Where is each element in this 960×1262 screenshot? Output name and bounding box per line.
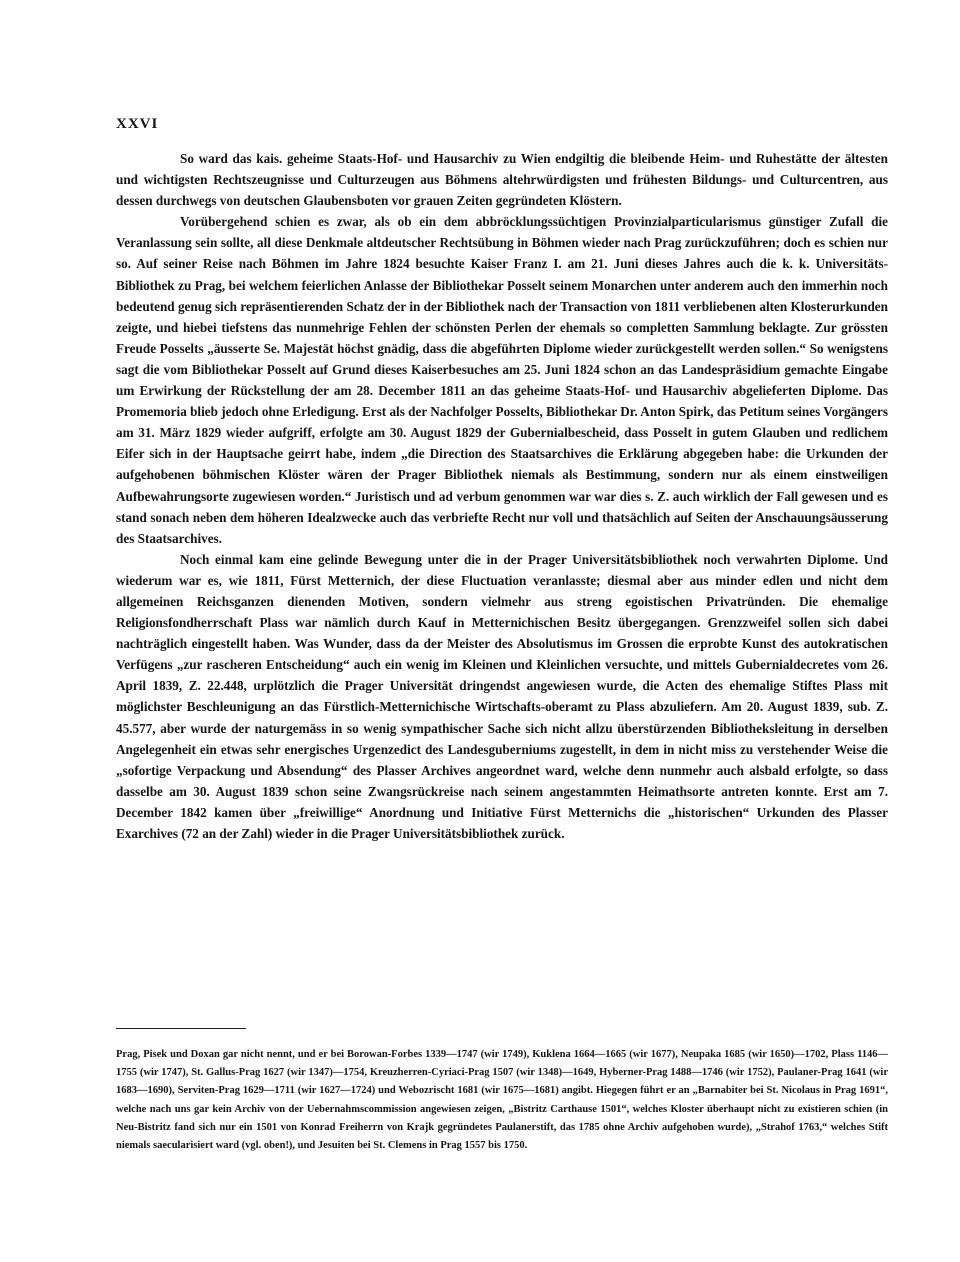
paragraph-2: Vorübergehend schien es zwar, als ob ein dem abbröcklungssüchtigen Provinzialparticularismus günstiger Zufall die Veranlassung sein sollte, all diese Denkmale altdeutscher Rechtsübung in Böhmen wieder nach Prag zurückzuführen; doch es schien nur so. Auf seiner Reise nach Böhmen im Jahre 1824 besuchte Kaiser Franz I. am 21. Juni dieses Jahres auch die k. k. Universitäts-Bibliothek zu Prag, bei welchem feierlichen Anlasse der Bibliothekar Posselt seinem Monarchen unter anderem auch den immerhin noch bedeutend genug sich repräsentierenden Schatz der in der Bibliothek nach der Transaction von 1811 verbliebenen alten Klosterurkunden zeigte, und hiebei tiefstens das nunmehrige Fehlen der schönsten Perlen der ehemals so completten Sammlung beklagte. Zur grössten Freude Posselts „äusserte Se. Majestät höchst gnädig, dass die abgeführten Diplome wieder zurückgestellt werden sollen.“ So wenigstens sagt die vom Bibliothekar Posselt auf Grund dieses Kaiserbesuches am 25. Juni 1824 schon an das Landespräsidium gemachte Eingabe um Erwirkung der Rückstellung der am 28. December 1811 an das geheime Staats-Hof- und Hausarchiv abgelieferten Diplome. Das Promemoria blieb jedoch ohne Erledigung. Erst als der Nachfolger Posselts, Bibliothekar Dr. Anton Spirk, das Petitum seines Vorgängers am 31. März 1829 wieder aufgriff, erfolgte am 30. August 1829 der Gubernialbescheid, dass Posselt in gutem Glauben und redlichem Eifer sich in der Hauptsache geirrt habe, indem „die Direction des Staatsarchives die Erklärung abgegeben habe: die Urkunden der aufgehobenen böhmischen Klöster wären der Prager Bibliothek niemals als Bestimmung, sondern nur als einem einstweiligen Aufbewahrungsorte zugewiesen worden.“ Juristisch und ad verbum genommen war war dies s. Z. auch wirklich der Fall gewesen und es stand sonach neben dem höheren Idealzwecke auch das verbriefte Recht nur voll und thatsächlich auf Seiten der Anschauungsäusserung des Staatsarchives. [116, 214, 888, 546]
main-text [116, 148, 888, 844]
paragraph-1: So ward das kais. geheime Staats-Hof- und Hausarchiv zu Wien endgiltig die bleibende Heim- und Ruhestätte der ältesten und wichtigsten Rechtszeugnisse und Culturzeugen aus Böhmens altehrwürdigsten und frühesten Bildungs- und Culturcentren, aus dessen durchwegs von deutschen Glaubensboten vor grauen Zeiten gegründeten Klöstern. [116, 151, 888, 209]
footnote: Prag, Pisek und Doxan gar nicht nennt, und er bei Borowan-Forbes 1339—1747 (wir 1749), Kuklena 1664—1665 (wir 1677), Neupaka 1685 (wir 1650)—1702, Plass 1146—1755 (wir 1747), St. Gallus-Prag 1627 (wir 1347)—1754, Kreuzherren-Cyriaci-Prag 1507 (wir 1348)—1649, Hyberner-Prag 1488—1746 (wir 1752), Paulaner-Prag 1641 (wir 1683—1690), Serviten-Prag 1629—1711 (wir 1627—1724) und Webozrischt 1681 (wir 1675—1681) angibt. Hiegegen führt er an „Barnabiter bei St. Nicolaus in Prag 1691“, welche nach uns gar kein Archiv von der Uebernahmscommission angewiesen zeigen, „Bistritz Carthause 1501“, welches Kloster überhaupt nicht zu existieren schien (in Neu-Bistritz fand sich nur ein 1501 von Konrad Freiherrn von Krajk gegründetes Paulanerstift, das 1785 ohne Archiv aufgehoben wurde), „Strahof 1763,“ welches Stift niemals saecularisiert ward (vgl. oben!), und Jesuiten bei St. Clemens in Prag 1557 bis 1750. [116, 1049, 888, 1152]
paragraph-3: Noch einmal kam eine gelinde Bewegung unter die in der Prager Universitätsbibliothek noch verwahrten Diplome. Und wiederum war es, wie 1811, Fürst Metternich, der diese Fluctuation veranlasste; diesmal aber aus minder edlen und nicht dem allgemeinen Reichsganzen dienenden Motiven, sondern vielmehr aus streng egoistischen Privatründen. Die ehemalige Religionsfondherrschaft Plass war nämlich durch Kauf in Metternichischen Besitz übergegangen. Grenzzweifel sollen sich dabei nachträglich eingestellt haben. Was Wunder, dass da der Meister des Absolutismus im Grossen die erprobte Kunst des autokratischen Verfügens „zur rascheren Entscheidung“ auch ein wenig im Kleinen und Kleinlichen versuchte, und mittels Gubernialdecretes vom 26. April 1839, Z. 22.448, urplötzlich die Prager Universität dringendst angewiesen wurde, die Acten des ehemalige Stiftes Plass mit möglichster Beschleunigung an das Fürstlich-Metternichische Wirtschafts-oberamt zu Plass abzuliefern. Am 20. August 1839, sub. Z. 45.577, aber wurde der naturgemäss in so wenig sympathischer Sache sich nicht allzu überstürzenden Bibliotheksleitung in derselben Angelegenheit ein etwas sehr energisches Urgenzedict des Landesguberniums zugestellt, in dem in nicht miss zu verstehender Weise die „sofortige Verpackung und Absendung“ des Plasser Archives angeordnet ward, welche denn nunmehr auch alsbald erfolgte, so dass dasselbe am 30. August 1839 schon seine Zwangsrückreise nach seinem angestammten Heimathsorte antreten konnte. Erst am 7. December 1842 kamen über „freiwillige“ Anordnung und Initiative Fürst Metternichs die „historischen“ Urkunden des Plasser Exarchives (72 an der Zahl) wieder in die Prager Universitätsbibliothek zurück. [116, 551, 888, 841]
footnote-divider [116, 1028, 246, 1029]
page-number: XXVI [116, 116, 159, 132]
